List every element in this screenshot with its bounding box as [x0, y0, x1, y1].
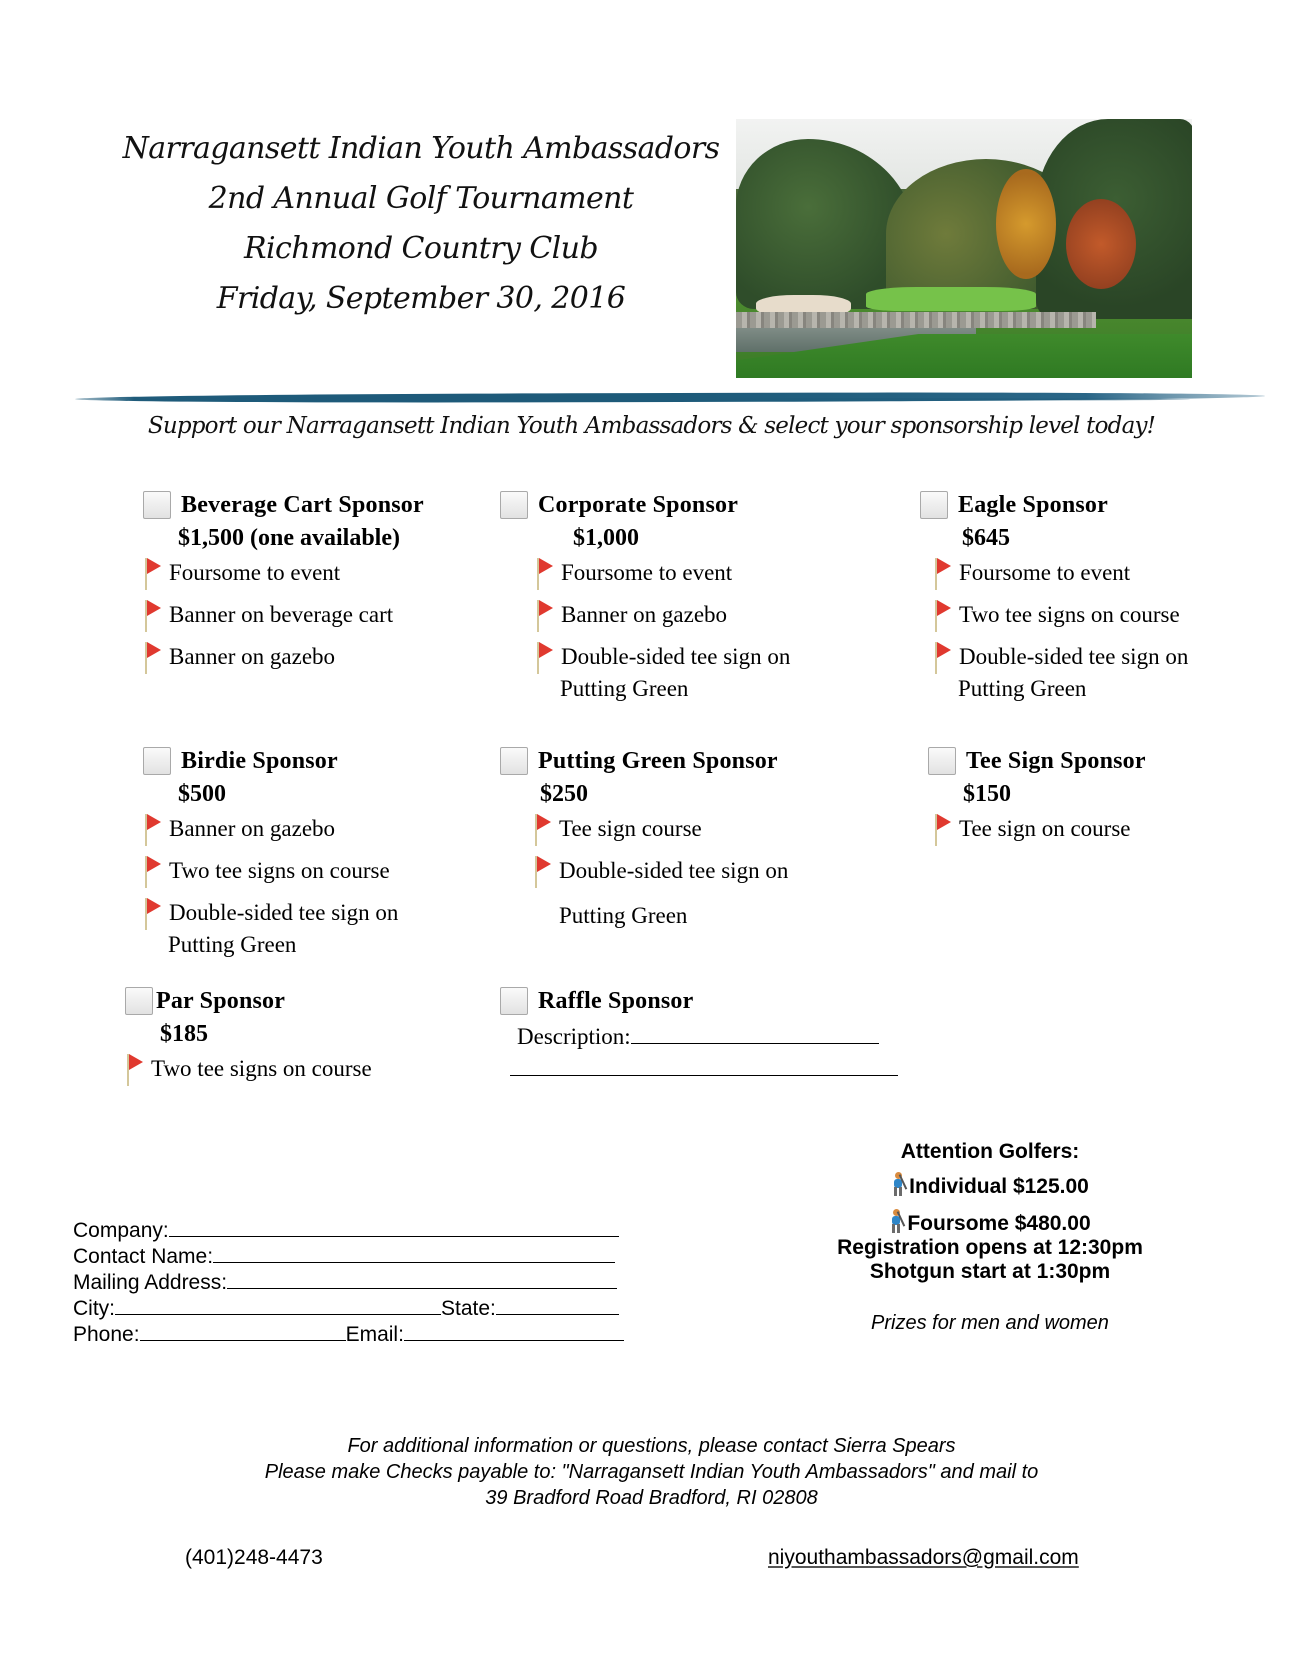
- flag-icon: [143, 898, 163, 930]
- benefit-item: [535, 598, 790, 640]
- contact-name-row: [73, 1244, 624, 1270]
- benefit-text: Double-sided tee sign on: [959, 644, 1189, 669]
- benefit-item: [533, 812, 788, 854]
- flag-icon: [535, 600, 555, 632]
- flag-icon: [535, 558, 555, 590]
- benefit-text: Banner on gazebo: [169, 644, 336, 669]
- benefit-continuation: Putting Green: [958, 676, 1087, 701]
- benefit-text: Tee sign course: [559, 816, 702, 841]
- flag-icon: [933, 642, 953, 674]
- benefit-text: Double-sided tee sign on: [561, 644, 791, 669]
- sponsor-title: Corporate Sponsor: [538, 491, 739, 518]
- flag-icon: [143, 814, 163, 846]
- benefit-item: [143, 854, 398, 896]
- benefit-continuation: Putting Green: [559, 903, 688, 928]
- beverage-cart-checkbox[interactable]: [143, 491, 171, 519]
- company-row: [73, 1218, 624, 1244]
- benefit-item: [933, 812, 1146, 854]
- sponsor-price: $1,500 (one available): [178, 525, 400, 551]
- sponsor-title: Raffle Sponsor: [538, 987, 694, 1014]
- email-label: Email:: [345, 1323, 404, 1346]
- sponsor-raffle: [500, 986, 898, 1081]
- sponsor-putting-green: [500, 746, 788, 936]
- benefit-item: [933, 556, 1188, 598]
- raffle-description-input[interactable]: [631, 1022, 879, 1044]
- sponsor-price: $250: [540, 781, 588, 807]
- photo-autumn-tree: [996, 169, 1056, 279]
- sponsor-title: Par Sponsor: [156, 987, 286, 1014]
- golfer-icon: [891, 1172, 907, 1196]
- benefit-item: [933, 598, 1188, 640]
- eagle-checkbox[interactable]: [920, 491, 948, 519]
- raffle-description-input-line2[interactable]: [510, 1054, 898, 1076]
- sponsor-title: Birdie Sponsor: [181, 747, 338, 774]
- footer-info: [150, 1433, 1153, 1511]
- title-event: 2nd Annual Golf Tournament: [208, 181, 634, 216]
- prizes-note: Prizes for men and women: [871, 1312, 1109, 1334]
- registration-time: Registration opens at 12:30pm: [837, 1236, 1143, 1259]
- benefit-item: [143, 556, 424, 598]
- phone-field[interactable]: [140, 1323, 346, 1341]
- sponsor-price: $185: [160, 1021, 208, 1047]
- benefit-text: Double-sided tee sign on: [559, 858, 789, 883]
- benefit-item: [933, 640, 1188, 674]
- benefit-continuation: Putting Green: [560, 676, 689, 701]
- putting-green-checkbox[interactable]: [500, 747, 528, 775]
- golfers-heading: Attention Golfers:: [900, 1140, 1080, 1163]
- golfer-info: [820, 1140, 1160, 1335]
- raffle-checkbox[interactable]: [500, 987, 528, 1015]
- sponsor-eagle: [920, 490, 1188, 704]
- contact-name-label: Contact Name:: [73, 1245, 214, 1268]
- flag-icon: [125, 1054, 145, 1086]
- sponsor-par: [125, 986, 372, 1094]
- foursome-price: Foursome $480.00: [907, 1212, 1091, 1235]
- sponsor-price: $1,000: [573, 525, 639, 551]
- sponsor-corporate: [500, 490, 790, 704]
- tee-sign-checkbox[interactable]: [928, 747, 956, 775]
- email-field[interactable]: [404, 1323, 624, 1341]
- golf-course-photo: [736, 119, 1192, 378]
- raffle-description-row: [517, 1022, 898, 1050]
- benefit-text: Foursome to event: [561, 560, 733, 585]
- flag-icon: [933, 558, 953, 590]
- flag-icon: [535, 642, 555, 674]
- golfers-individual-row: [820, 1172, 1160, 1199]
- benefit-item: [535, 556, 790, 598]
- brush-stroke-divider: [140, 398, 1190, 401]
- tagline: Support our Narragansett Indian Youth Ambassadors & select your sponsorship level today!: [147, 413, 1156, 439]
- title-date: Friday, September 30, 2016: [216, 281, 626, 316]
- flag-icon: [933, 814, 953, 846]
- benefit-item: [533, 854, 788, 896]
- flag-icon: [143, 856, 163, 888]
- contact-name-field[interactable]: [213, 1245, 615, 1263]
- benefit-text: Tee sign on course: [959, 816, 1131, 841]
- sponsor-tee-sign: [928, 746, 1146, 854]
- sponsor-price: $150: [963, 781, 1011, 807]
- flag-icon: [143, 600, 163, 632]
- mailing-address-row: [73, 1270, 624, 1296]
- sponsor-title: Tee Sign Sponsor: [966, 747, 1146, 774]
- phone-email-row: [73, 1322, 624, 1348]
- title-venue: Richmond Country Club: [244, 231, 598, 266]
- city-field[interactable]: [115, 1297, 441, 1315]
- company-field[interactable]: [169, 1219, 619, 1237]
- sponsor-title: Putting Green Sponsor: [538, 747, 778, 774]
- sponsor-price: $645: [962, 525, 1010, 551]
- city-state-row: [73, 1296, 624, 1322]
- sponsor-beverage-cart: [143, 490, 424, 682]
- benefit-text: Two tee signs on course: [959, 602, 1180, 627]
- benefit-text: Two tee signs on course: [151, 1056, 372, 1081]
- sponsor-price: $500: [178, 781, 226, 807]
- city-label: City:: [73, 1297, 115, 1320]
- benefit-text: Foursome to event: [169, 560, 341, 585]
- flag-icon: [533, 856, 553, 888]
- company-label: Company:: [73, 1219, 169, 1242]
- benefit-text: Banner on gazebo: [561, 602, 728, 627]
- mailing-address-field[interactable]: [227, 1271, 617, 1289]
- mailing-address-label: Mailing Address:: [73, 1271, 228, 1294]
- birdie-checkbox[interactable]: [143, 747, 171, 775]
- footer-address-line: 39 Bradford Road Bradford, RI 02808: [485, 1487, 818, 1509]
- sponsor-title: Eagle Sponsor: [958, 491, 1108, 518]
- flag-icon: [933, 600, 953, 632]
- benefit-continuation: Putting Green: [168, 932, 297, 957]
- golfers-foursome-row: [820, 1209, 1160, 1236]
- benefit-text: Double-sided tee sign on: [169, 900, 399, 925]
- benefit-text: Banner on beverage cart: [169, 602, 394, 627]
- contact-phone: (401)248-4473: [185, 1546, 323, 1569]
- footer-checks-line: Please make Checks payable to: "Narragansett Indian Youth Ambassadors" and mail to: [264, 1461, 1039, 1483]
- photo-putting-green: [866, 287, 1036, 311]
- individual-price: Individual $125.00: [909, 1175, 1089, 1198]
- sponsor-contact-form: [73, 1218, 624, 1348]
- raffle-description-label: Description:: [517, 1024, 631, 1049]
- benefit-item: [143, 598, 424, 640]
- phone-label: Phone:: [73, 1323, 140, 1346]
- golfer-icon: [889, 1209, 905, 1233]
- benefit-text: Foursome to event: [959, 560, 1131, 585]
- flag-icon: [143, 642, 163, 674]
- benefit-item: [143, 812, 398, 854]
- state-field[interactable]: [496, 1297, 619, 1315]
- benefit-item: [535, 640, 790, 674]
- event-title: [118, 124, 724, 324]
- corporate-checkbox[interactable]: [500, 491, 528, 519]
- sponsor-birdie: [143, 746, 398, 960]
- benefit-item: [125, 1052, 372, 1094]
- flag-icon: [143, 558, 163, 590]
- photo-autumn-tree: [1066, 199, 1136, 289]
- sponsor-title: Beverage Cart Sponsor: [181, 491, 424, 518]
- shotgun-start-time: Shotgun start at 1:30pm: [869, 1260, 1111, 1283]
- par-checkbox[interactable]: [125, 987, 153, 1015]
- contact-email-link[interactable]: niyouthambassadors@gmail.com: [768, 1546, 1079, 1569]
- photo-stone-wall: [736, 312, 1096, 328]
- benefit-text: Two tee signs on course: [169, 858, 390, 883]
- benefit-item: [143, 640, 424, 682]
- footer-contact-line: For additional information or questions, please contact Sierra Spears: [347, 1435, 956, 1457]
- benefit-item: [143, 896, 398, 930]
- flag-icon: [533, 814, 553, 846]
- state-label: State:: [441, 1297, 496, 1320]
- title-org: Narragansett Indian Youth Ambassadors: [122, 131, 720, 166]
- benefit-text: Banner on gazebo: [169, 816, 336, 841]
